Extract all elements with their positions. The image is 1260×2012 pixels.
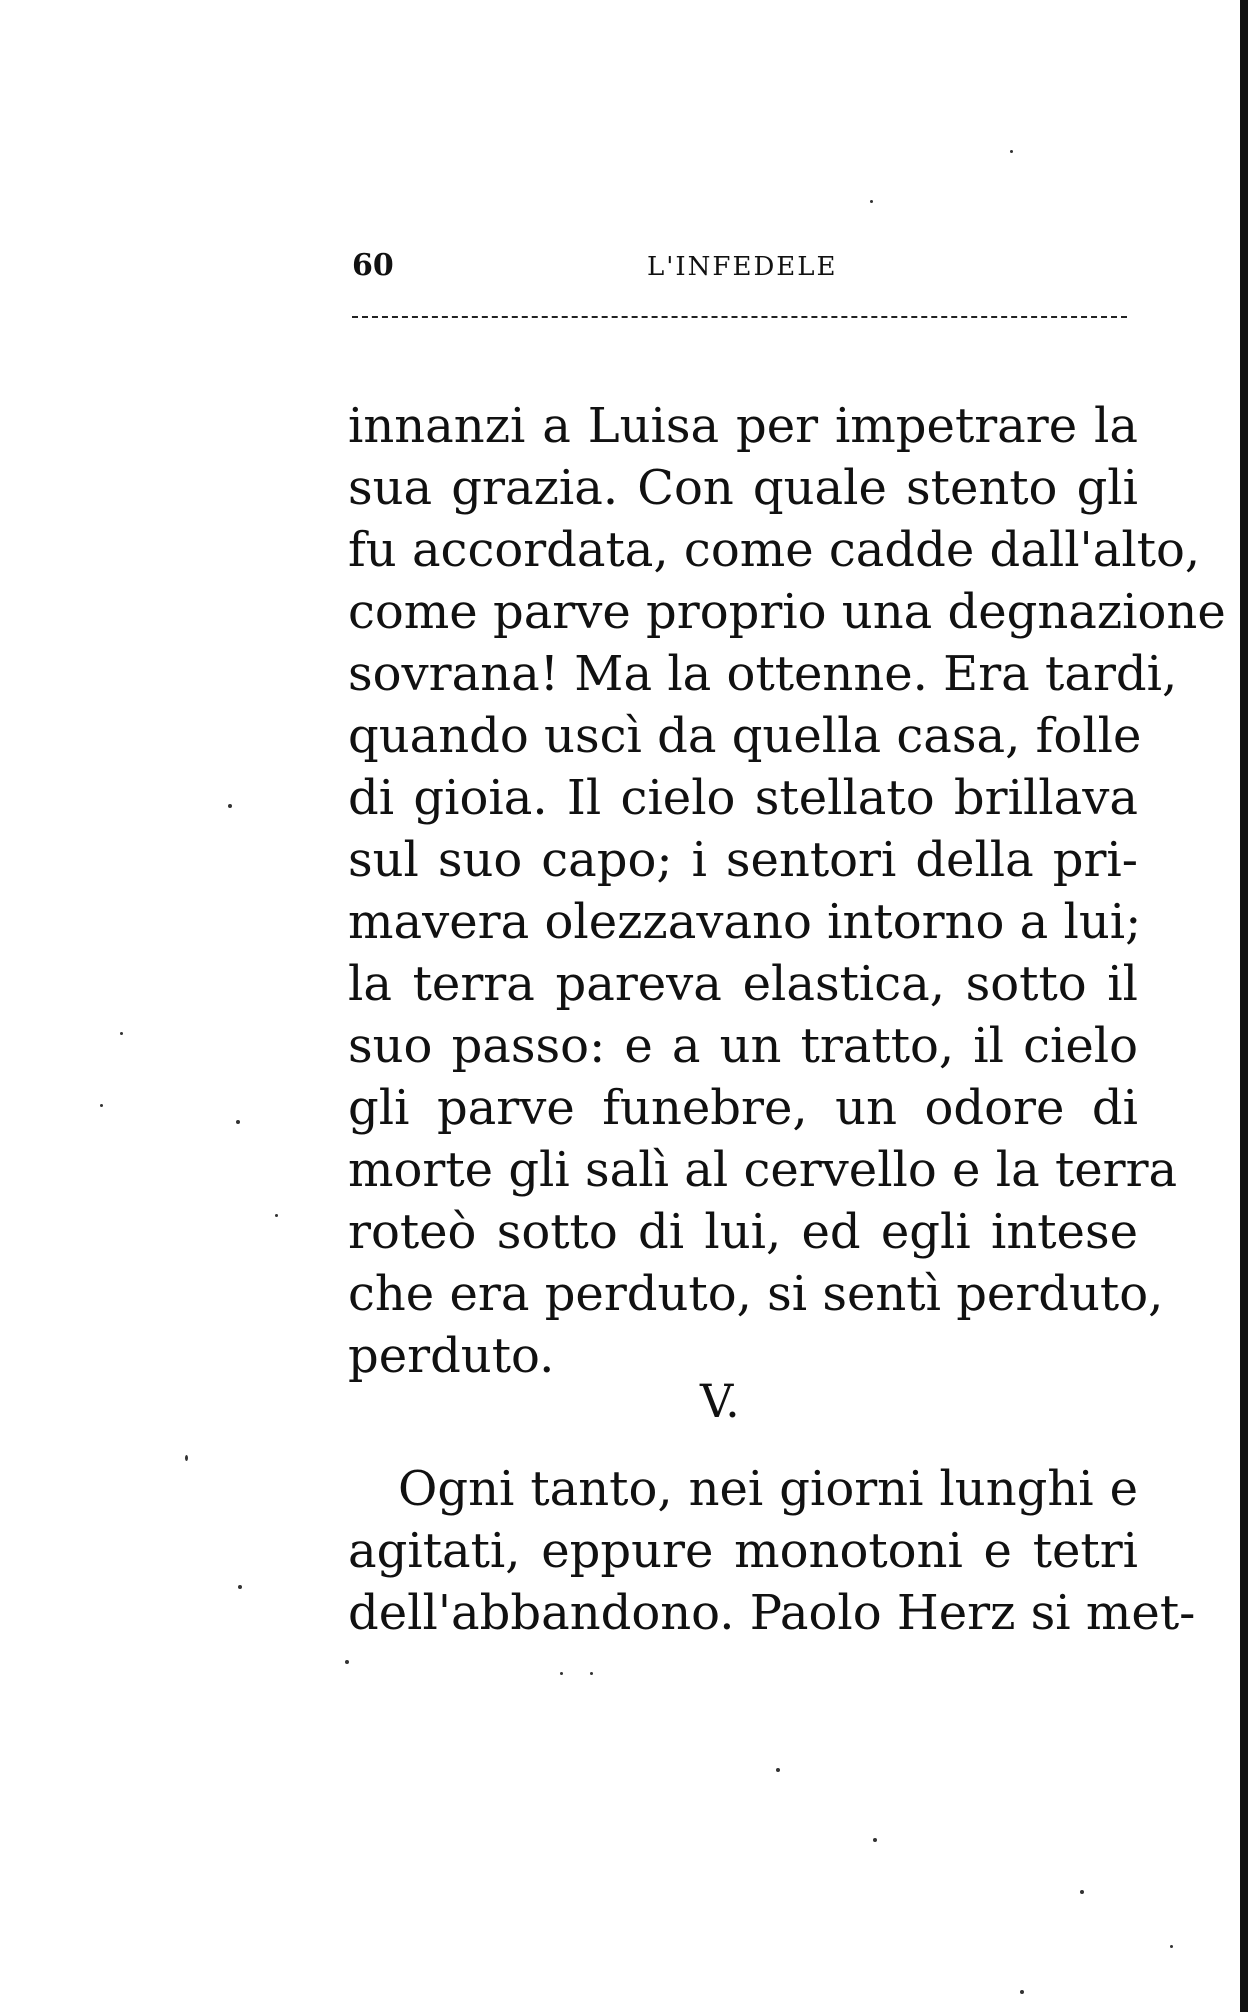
scan-speck [100, 1104, 103, 1107]
text-line: quando uscì da quella casa, folle [348, 708, 1142, 764]
chapter-heading: V. [700, 1374, 740, 1428]
paragraph-2 [348, 1458, 1196, 1644]
text-line: come parve proprio una degnazione [348, 584, 1226, 640]
scan-speck [776, 1768, 780, 1772]
text-line: perduto. [348, 1328, 555, 1384]
scan-speck [873, 1838, 877, 1842]
page-number: 60 [352, 248, 394, 283]
text-line: roteò sotto di lui, ed egli intese [348, 1204, 1138, 1260]
scan-speck [120, 1032, 123, 1035]
text-line: Ogni tanto, nei giorni lunghi e [398, 1461, 1138, 1517]
scan-speck [560, 1672, 563, 1675]
text-line: sua grazia. Con quale stento gli [348, 460, 1138, 516]
scan-speck [590, 1672, 593, 1675]
scan-speck [275, 1214, 278, 1217]
scan-speck [1020, 1990, 1024, 1994]
page-header [352, 248, 1112, 288]
header-rule [352, 316, 1127, 318]
text-line: di gioia. Il cielo stellato brillava [348, 770, 1138, 826]
text-line: suo passo: e a un tratto, il cielo [348, 1018, 1138, 1074]
scan-speck [238, 1585, 242, 1589]
scan-speck [236, 1120, 240, 1124]
text-line: morte gli salì al cervello e la terra [348, 1142, 1178, 1198]
text-line: dell'abbandono. Paolo Herz si met- [348, 1585, 1196, 1641]
running-title: L'INFEDELE [647, 252, 838, 282]
text-line: fu accordata, come cadde dall'alto, [348, 522, 1201, 578]
paragraph-1 [348, 395, 1226, 1387]
text-line: sul suo capo; i sentori della pri- [348, 832, 1138, 888]
scan-speck [185, 1455, 188, 1461]
scan-speck [1010, 150, 1013, 153]
text-line: la terra pareva elastica, sotto il [348, 956, 1138, 1012]
scan-speck [345, 1660, 349, 1664]
page-edge-shadow [1240, 0, 1248, 2012]
text-line: che era perduto, si sentì perduto, [348, 1266, 1164, 1322]
scan-speck [228, 804, 232, 808]
scan-speck [870, 200, 873, 203]
text-line: innanzi a Luisa per impetrare la [348, 398, 1138, 454]
scan-speck [1080, 1890, 1084, 1894]
text-line: gli parve funebre, un odore di [348, 1080, 1138, 1136]
text-line: agitati, eppure monotoni e tetri [348, 1523, 1138, 1579]
text-line: sovrana! Ma la ottenne. Era tardi, [348, 646, 1178, 702]
scan-speck [1170, 1945, 1173, 1948]
text-line: mavera olezzavano intorno a lui; [348, 894, 1142, 950]
